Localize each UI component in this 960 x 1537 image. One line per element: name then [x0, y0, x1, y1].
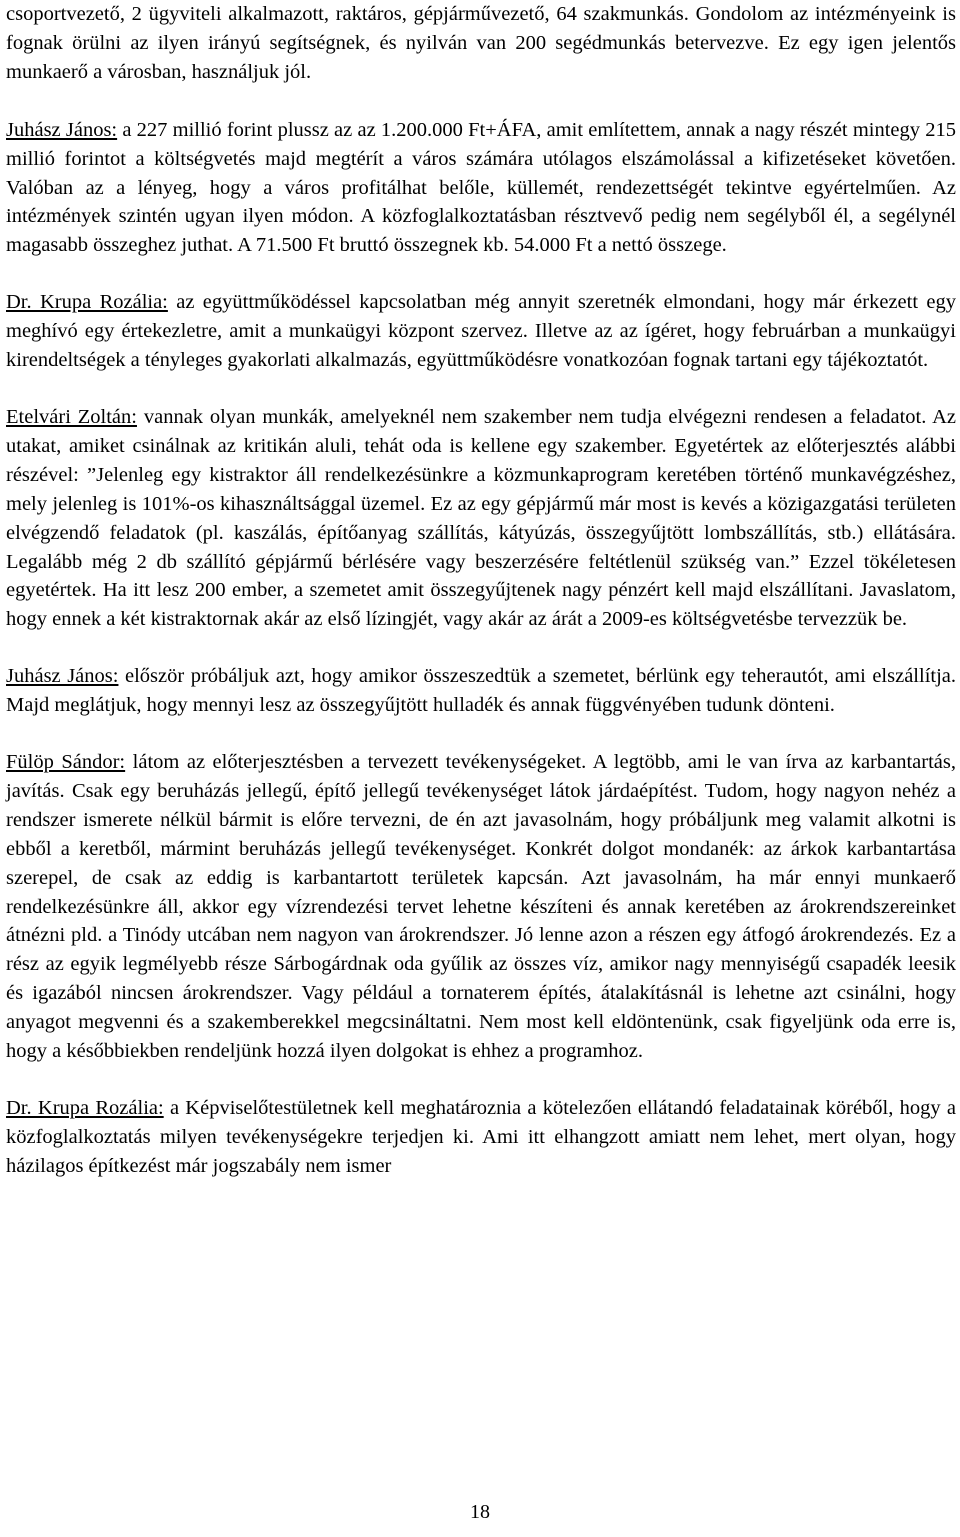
speaker-name: Juhász János: [6, 118, 118, 141]
paragraph-text: először próbáljuk azt, hogy amikor összeszedtük a szemetet, bérlünk egy teherautót, ami elszállítja. Majd meglátjuk, hogy mennyi lesz az összegyűjtött hulladék és annak függvényében tudunk dönteni. [6, 665, 956, 717]
paragraph-text: csoportvezető, 2 ügyviteli alkalmazott, raktáros, gépjárművezető, 64 szakmunkás. Gondolom az intézményeink is fognak örülni az ilyen irányú segítségnek, és nyilván van 200 segédmunkás betervezve. Ez egy igen jelentős munkaerő a városban, használjuk jól. [6, 3, 956, 83]
paragraph-7 [6, 1094, 956, 1181]
paragraph-text: az együttműködéssel kapcsolatban még annyit szeretnék elmondani, hogy már érkezett egy meghívó egy értekezletre, amit a munkaügyi központ szervez. Illetve az az ígéret, hogy februárban a munkaügyi kirendeltségek a tényleges gyakorlati alkalmazás, együttműködésre vonatkozóan fognak tartani egy tájékoztatót. [6, 291, 956, 372]
page-number: 18 [470, 1501, 490, 1523]
paragraph-text: a Képviselőtestületnek kell meghatároznia a kötelezően ellátandó feladatainak köréből, hogy a közfoglalkoztatás milyen tevékenységekre terjedjen ki. Ami itt elhangzott amiatt nem lehet, mert olyan, hogy házilagos építkezést már jogszabály nem ismer [6, 1097, 956, 1177]
document-page [6, 0, 956, 1209]
paragraph-1 [6, 0, 956, 87]
paragraph-text: a 227 millió forint plussz az az 1.200.000 Ft+ÁFA, amit említettem, annak a nagy részét mintegy 215 millió forintot a költségvetés majd megtérít a város számára utólagos elszámolással a kifizetéseket követően. Valóban az a lényeg, hogy a város profitálhat belőle, küllemét, rendezettségét tekintve egyértelműen. Az intézmények szintén ugyan ilyen módon. A közfoglalkoztatásban résztvevő pedig nem segélyből él, a segélynél magasabb összeghez juthat. A 71.500 Ft bruttó összegnek kb. 54.000 Ft a nettó összege. [6, 118, 956, 257]
speaker-name: Juhász János: [6, 665, 119, 688]
speaker-name: Dr. Krupa Rozália: [6, 1097, 164, 1119]
speaker-name: Etelvári Zoltán: [6, 405, 137, 428]
speaker-name: Dr. Krupa Rozália: [6, 291, 168, 314]
paragraph-6 [6, 748, 956, 1066]
paragraph-4 [6, 403, 956, 634]
paragraph-2 [6, 116, 956, 261]
paragraph-3 [6, 288, 956, 375]
paragraph-text: látom az előterjesztésben a tervezett tevékenységeket. A legtöbb, ami le van írva az karbantartás, javítás. Csak egy beruházás jellegű, építő jellegű tevékenységet látok járdaépítést. Tudom, hogy nagyon nehéz a rendszer ismerete nélkül bármit is előre tervezni, de én azt javasolnám, hogy próbáljunk meg valamit alkotni is ebből a keretből, mármint beruházás jellegű tevékenységet. Konkrét dolgot mondanék: az árkok karbantartása szerepel, de csak az eddig is karbantartott területek kapcsán. Azt javasolnám, ha már ennyi munkaerő rendelkezésünkre áll, akkor egy vízrendezési tervet lehetne készíteni és annak keretében az árokrendszereinket átnézni pld. a Tinódy utcában nem nagyon van árokrendszer. Jó lenne azon a részen egy átfogó árokrendezés. Ez a rész az egyik legmélyebb része Sárbogárdnak oda gyűlik az összes víz, amikor nagy mennyiségű csapadék leesik és igazából nincsen árokrendszer. Vagy például a tornaterem építés, átalakításnál is lehetne azt csinálni, hogy anyagot megvenni és a szakemberekkel megcsináltatni. Nem most kell eldöntenünk, csak figyeljünk oda erre is, hogy a későbbiekben rendeljünk hozzá ilyen dolgokat is ehhez a programhoz. [6, 751, 956, 1063]
speaker-name: Fülöp Sándor: [6, 751, 126, 774]
paragraph-text: vannak olyan munkák, amelyeknél nem szakember nem tudja elvégezni rendesen a feladatot. Az utakat, amiket csinálnak az kritikán aluli, tehát oda is kellene egy szakember. Egyetértek az előterjesztés alábbi részével: ”Jelenleg egy kistraktor áll rendelkezésünkre a közmunkaprogram keretében történő munkavégzéshez, mely jelenleg is 101%-os kihasználtsággal üzemel. Ez az egy gépjármű már most is kevés a közigazgatási területen elvégzendő feladatok (pl. kaszálás, építőanyag szállítás, kátyúzás, összegyűjtött lombszállítás, stb.) ellátására. Legalább még 2 db szállító gépjármű bérlésére vagy beszerzésére feltétlenül szükség van.” Ezzel tökéletesen egyetértek. Ha itt lesz 200 ember, a szemetet amit összegyűjtenek nagy pénzért kell majd elszállítani. Javaslatom, hogy ennek a két kistraktornak akár az első lízingjét, vagy akár az árát a 2009-es költségvetésbe tervezzük be. [6, 405, 956, 631]
paragraph-5 [6, 662, 956, 720]
